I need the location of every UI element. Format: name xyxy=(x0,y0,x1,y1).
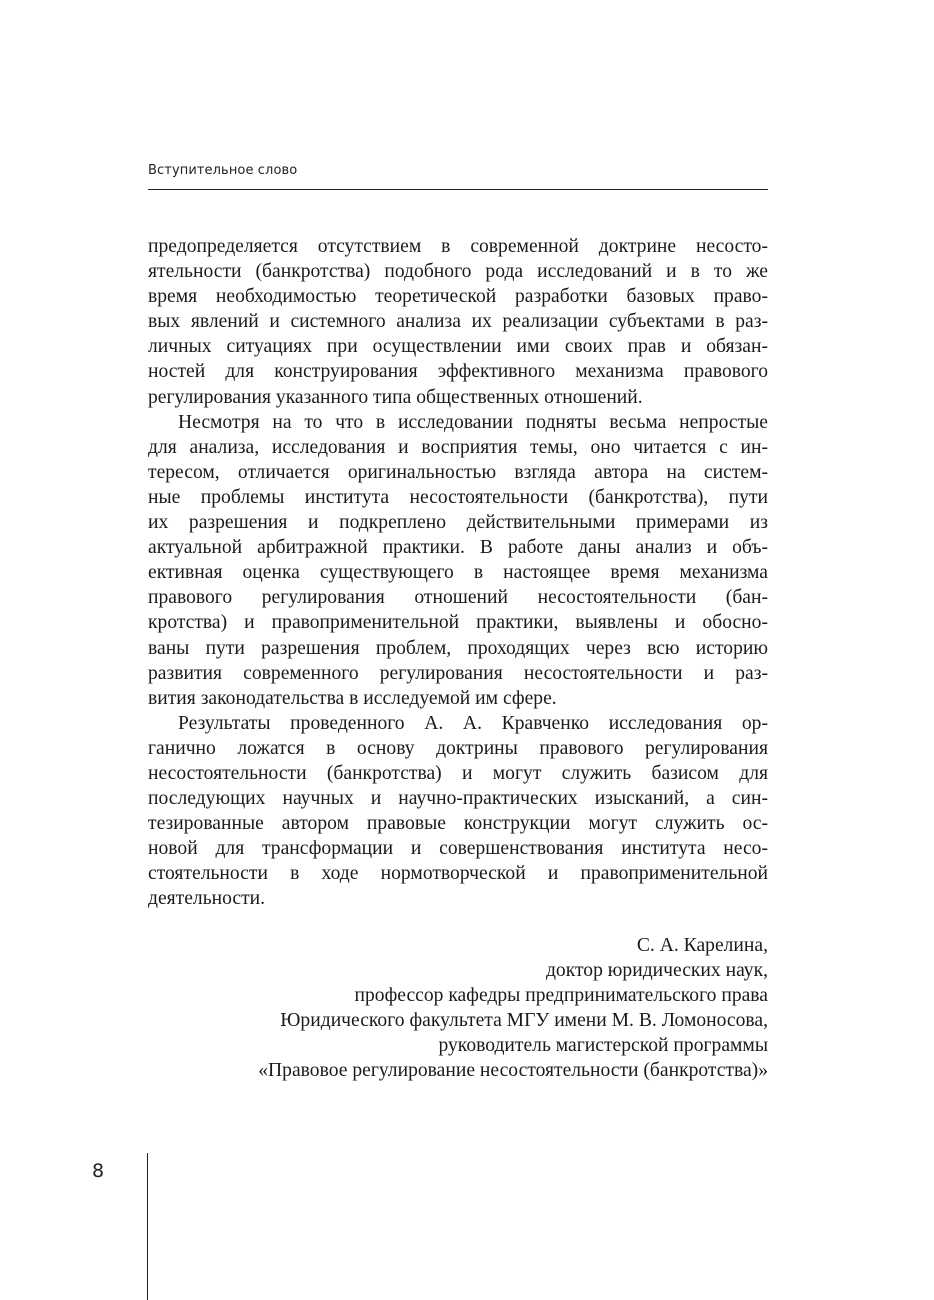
signature-line: Юридического факультета МГУ имени М. В. Ломоносова, xyxy=(280,1010,768,1032)
text-line: ваны пути разрешения проблем, проходящих через всю историю xyxy=(148,637,768,659)
page-number: 8 xyxy=(92,1160,105,1182)
text-line: ностей для конструирования эффективного механизма правового xyxy=(148,361,768,383)
text-line: стоятельности в ходе нормотворческой и правоприменительной xyxy=(148,863,768,885)
text-line: их разрешения и подкреплено действительными примерами из xyxy=(148,512,768,534)
text-line: Несмотря на то что в исследовании подняты весьма непростые xyxy=(178,411,768,433)
signature-line: руководитель магистерской программы xyxy=(438,1035,768,1057)
text-line: личных ситуациях при осуществлении ими своих прав и обязан- xyxy=(148,336,768,358)
text-line: регулирования указанного типа общественных отношений. xyxy=(148,386,643,408)
text-line: кротства) и правоприменительной практики, выявлены и обосно- xyxy=(148,612,768,634)
text-line: последующих научных и научно-практических изысканий, а син- xyxy=(148,788,768,810)
text-line: актуальной арбитражной практики. В работе даны анализ и объ- xyxy=(148,537,768,559)
paragraph xyxy=(148,711,768,912)
margin-rule xyxy=(147,1153,148,1300)
signature-block xyxy=(148,933,768,1084)
text-line: время необходимостью теоретической разработки базовых право- xyxy=(148,286,768,308)
signature-line: профессор кафедры предпринимательского права xyxy=(354,985,768,1007)
paragraph xyxy=(148,410,768,711)
text-line: ективная оценка существующего в настоящее время механизма xyxy=(148,562,768,584)
text-line: Результаты проведенного А. А. Кравченко исследования ор- xyxy=(178,712,768,734)
text-line: вития законодательства в исследуемой им сфере. xyxy=(148,687,557,709)
text-line: тересом, отличается оригинальностью взгляда автора на систем- xyxy=(148,461,768,483)
text-line: несостоятельности (банкротства) и могут служить базисом для xyxy=(148,762,768,784)
text-line: тезированные автором правовые конструкции могут служить ос- xyxy=(148,813,768,835)
text-line: для анализа, исследования и восприятия темы, оно читается с ин- xyxy=(148,436,768,458)
text-line: ные проблемы института несостоятельности (банкротства), пути xyxy=(148,486,768,508)
text-line: ганично ложатся в основу доктрины правового регулирования xyxy=(148,737,768,759)
text-line: правового регулирования отношений несостоятельности (бан- xyxy=(148,587,768,609)
running-head: Вступительное слово xyxy=(148,163,298,178)
paragraph xyxy=(148,234,768,410)
text-line: новой для трансформации и совершенствования института несо- xyxy=(148,838,768,860)
body-text xyxy=(148,234,768,912)
signature-line: доктор юридических наук, xyxy=(545,960,768,982)
signature-line: С. А. Карелина, xyxy=(636,935,768,956)
text-line: предопределяется отсутствием в современной доктрине несосто- xyxy=(148,236,768,257)
text-line: ятельности (банкротства) подобного рода исследований и в то же xyxy=(148,261,768,283)
header-rule xyxy=(148,189,768,190)
text-line: деятельности. xyxy=(148,888,266,910)
text-line: вых явлений и системного анализа их реализации субъектами в раз- xyxy=(148,311,768,333)
text-line: развития современного регулирования несостоятельности и раз- xyxy=(148,662,768,684)
signature-line: «Правовое регулирование несостоятельности (банкротства)» xyxy=(258,1060,768,1082)
